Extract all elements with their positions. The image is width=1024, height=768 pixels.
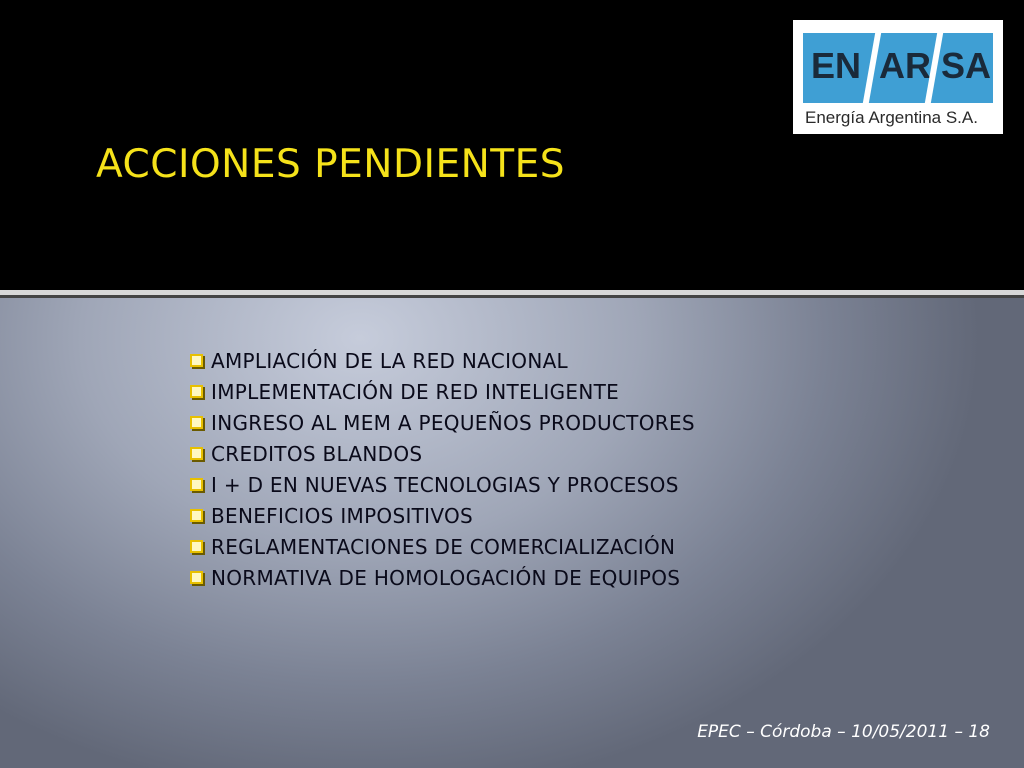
list-item bbox=[190, 439, 695, 470]
checkbox-icon bbox=[190, 447, 203, 460]
slide-footer: EPEC – Córdoba – 10/05/2011 – 18 bbox=[697, 722, 990, 742]
list-item bbox=[190, 408, 695, 439]
enarsa-logo bbox=[793, 20, 1003, 134]
logo-text-en: EN bbox=[811, 45, 862, 86]
list-item bbox=[190, 501, 695, 532]
logo-text-sa: SA bbox=[941, 45, 992, 86]
bullet-text: BENEFICIOS IMPOSITIVOS bbox=[211, 504, 474, 528]
logo-text-ar: AR bbox=[879, 45, 931, 86]
slide-title: ACCIONES PENDIENTES bbox=[96, 142, 566, 187]
checkbox-icon bbox=[190, 571, 203, 584]
bullet-text: I + D EN NUEVAS TECNOLOGIAS Y PROCESOS bbox=[211, 473, 679, 497]
bullet-text: INGRESO AL MEM A PEQUEÑOS PRODUCTORES bbox=[211, 411, 695, 435]
checkbox-icon bbox=[190, 416, 203, 429]
slide-header bbox=[0, 0, 1024, 290]
bullet-text: CREDITOS BLANDOS bbox=[211, 442, 423, 466]
logo-band bbox=[803, 33, 993, 103]
list-item bbox=[190, 532, 695, 563]
logo-subtitle: Energía Argentina S.A. bbox=[805, 108, 978, 127]
list-item bbox=[190, 563, 695, 594]
checkbox-icon bbox=[190, 509, 203, 522]
checkbox-icon bbox=[190, 385, 203, 398]
bullet-list bbox=[190, 346, 695, 594]
checkbox-icon bbox=[190, 354, 203, 367]
bullet-text: IMPLEMENTACIÓN DE RED INTELIGENTE bbox=[211, 380, 620, 404]
bullet-text: NORMATIVA DE HOMOLOGACIÓN DE EQUIPOS bbox=[211, 566, 681, 590]
checkbox-icon bbox=[190, 540, 203, 553]
list-item bbox=[190, 377, 695, 408]
list-item bbox=[190, 470, 695, 501]
checkbox-icon bbox=[190, 478, 203, 491]
list-item bbox=[190, 346, 695, 377]
bullet-text: REGLAMENTACIONES DE COMERCIALIZACIÓN bbox=[211, 535, 676, 559]
bullet-text: AMPLIACIÓN DE LA RED NACIONAL bbox=[211, 349, 569, 373]
